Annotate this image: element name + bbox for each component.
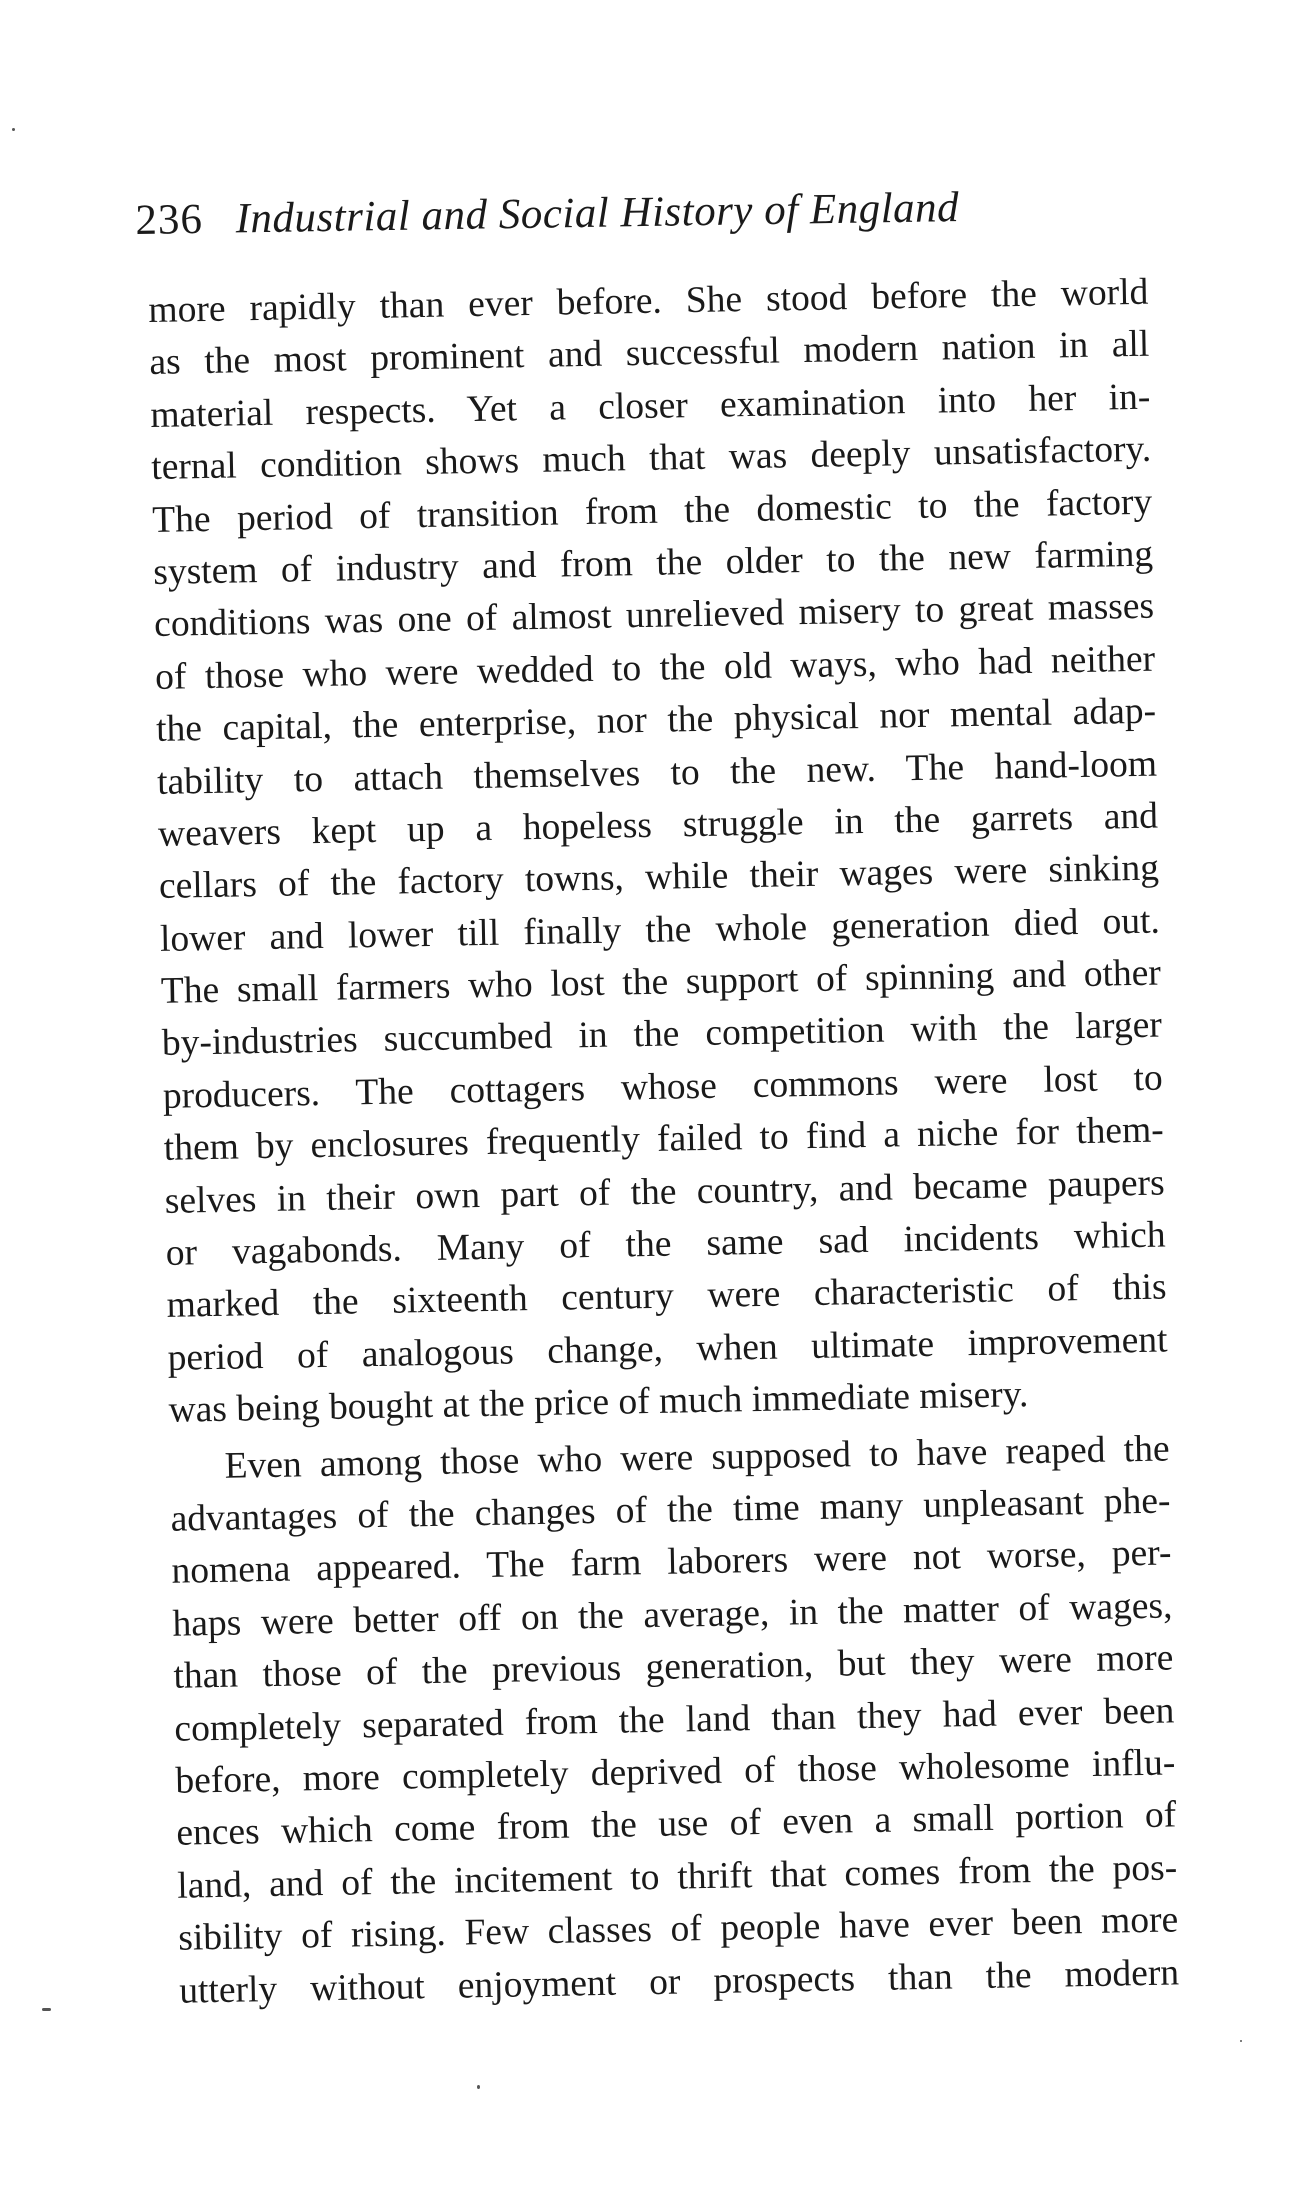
text-line: them by enclosures frequently failed to find a niche for them- <box>163 1109 1165 1170</box>
text-line: utterly without enjoyment or prospects than the modern <box>178 1951 1180 2012</box>
text-line: as the most prominent and successful modern nation in all <box>149 324 1150 384</box>
scan-speck <box>477 2085 480 2089</box>
text-line: or vagabonds. Many of the same sad incidents which <box>165 1214 1166 1274</box>
scan-speck <box>12 128 15 131</box>
text-line: tability to attach themselves to the new. The hand-loom <box>156 743 1158 803</box>
text-line: period of analogous change, when ultimate improvement <box>167 1319 1168 1379</box>
text-line: the capital, the enterprise, nor the physical nor mental adap- <box>155 690 1157 751</box>
text-line: advantages of the changes of the time many unpleasant phe- <box>170 1480 1171 1540</box>
text-line: The small farmers who lost the support of spinning and other <box>160 952 1162 1012</box>
text-line: material respects. Yet a closer examination into her in- <box>150 376 1151 436</box>
running-head <box>135 180 1066 247</box>
paragraph-2 <box>169 1423 1179 2018</box>
text-line: system of industry and from the older to the new farming <box>152 533 1154 593</box>
text-line: land, and of the incitement to thrift that comes from the pos- <box>176 1847 1178 1907</box>
text-line: selves in their own part of the country, and became paupers <box>164 1162 1165 1222</box>
text-line: cellars of the factory towns, while their wages were sinking <box>158 847 1160 908</box>
scan-speck <box>42 2008 51 2011</box>
text-line: marked the sixteenth century were characteristic of this <box>166 1266 1167 1327</box>
text-line: haps were better off on the average, in the matter of wages, <box>172 1585 1173 1645</box>
text-line: The period of transition from the domestic to the factory <box>151 481 1153 541</box>
text-line: conditions was one of almost unrelieved misery to great masses <box>153 585 1155 646</box>
text-line: was being bought at the price of much immediate misery. <box>168 1374 1029 1432</box>
text-line: sibility of rising. Few classes of people have ever been more <box>177 1899 1179 1959</box>
text-line: weavers kept up a hopeless struggle in the garrets and <box>157 795 1159 855</box>
text-line: Even among those who were supposed to have reaped the <box>224 1428 1170 1487</box>
text-line: more rapidly than ever before. She stood before the world <box>148 271 1149 331</box>
text-line: completely separated from the land than they had ever been <box>174 1689 1175 1750</box>
text-line: ences which come from the use of even a small portion of <box>176 1794 1177 1855</box>
text-line: ternal condition shows much that was deeply unsatisfactory. <box>150 428 1152 489</box>
text-line: lower and lower till finally the whole generation died out. <box>159 900 1161 960</box>
text-line: before, more completely deprived of those wholesome influ- <box>175 1742 1176 1802</box>
text-line: nomena appeared. The farm laborers were not worse, per- <box>171 1532 1172 1593</box>
running-title: Industrial and Social History of England <box>235 184 960 243</box>
body-text <box>148 267 1180 2018</box>
text-line: by-industries succumbed in the competition with the larger <box>161 1005 1163 1065</box>
paragraph-1 <box>148 267 1169 1438</box>
text-line: of those who were wedded to the old ways, who had neither <box>154 638 1156 698</box>
text-line: than those of the previous generation, but they were more <box>173 1637 1174 1697</box>
page-number: 236 <box>135 195 204 244</box>
scan-speck <box>1240 2040 1242 2042</box>
text-line: producers. The cottagers whose commons were lost to <box>162 1057 1164 1117</box>
